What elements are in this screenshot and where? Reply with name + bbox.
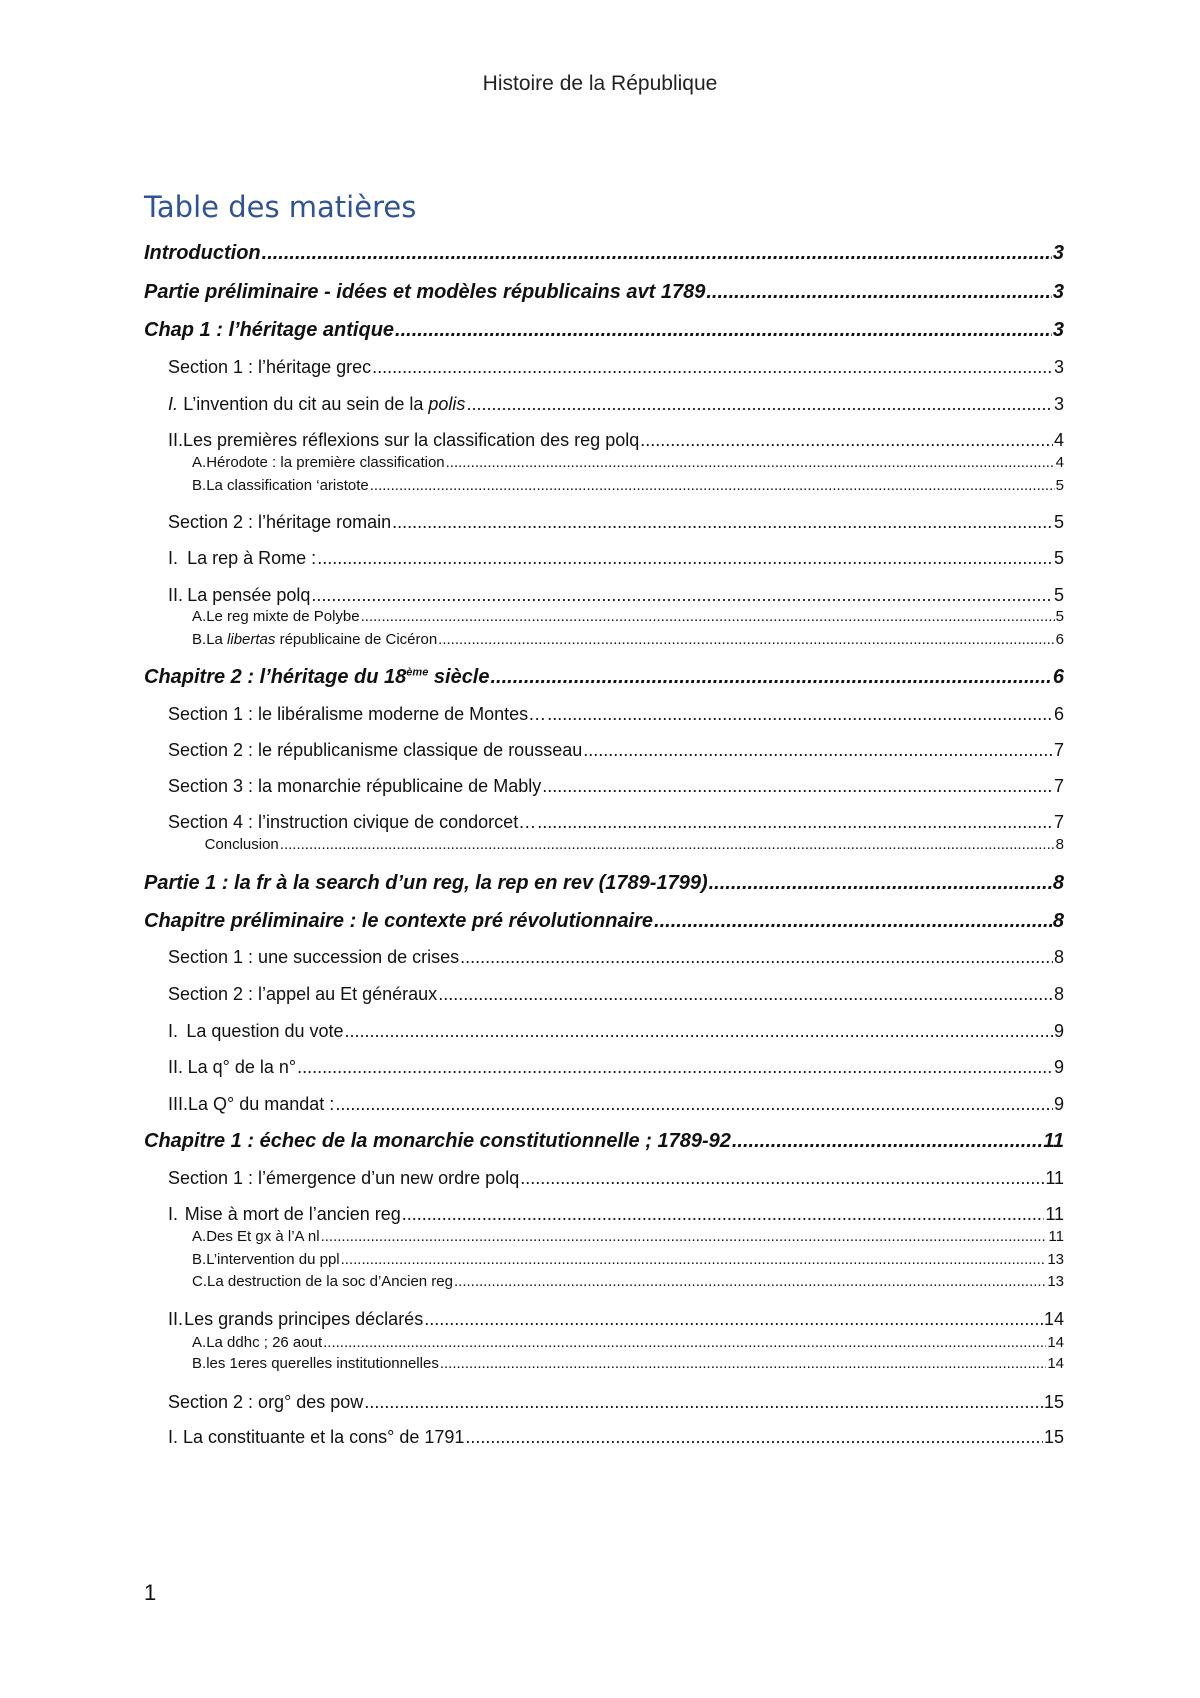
toc-dot-leader	[465, 1427, 1043, 1448]
toc-entry-label: La ddhc ; 26 aout	[206, 1334, 323, 1351]
toc-entry-number: B.	[192, 1355, 207, 1372]
toc-dot-leader	[438, 984, 1053, 1005]
toc-dot-leader	[537, 812, 1053, 833]
toc-entry-page-number: 14	[1047, 1355, 1064, 1372]
toc-entry-label-part: Chapitre 2 : l’héritage du 18	[144, 666, 407, 688]
toc-entry-page-number: 15	[1043, 1392, 1064, 1412]
toc-entry-page-number: 13	[1047, 1251, 1064, 1268]
toc-dot-leader	[317, 548, 1053, 569]
toc-entry[interactable]	[144, 608, 1064, 625]
toc-entry[interactable]	[144, 1392, 1064, 1413]
toc-entry[interactable]	[144, 357, 1064, 378]
toc-dot-leader	[466, 394, 1053, 415]
toc-entry-page-number: 11	[1048, 1228, 1064, 1245]
toc-entry-label	[183, 394, 465, 415]
toc-dot-leader	[424, 1309, 1043, 1330]
toc-entry-number: B.	[192, 631, 207, 648]
toc-entry-label: Section 4 : l’instruction civique de condorcet…	[168, 812, 537, 832]
toc-entry-page-number: 6	[1052, 666, 1064, 688]
toc-entry[interactable]	[144, 281, 1064, 304]
toc-dot-leader	[440, 1355, 1046, 1372]
toc-entry-label	[206, 631, 437, 648]
toc-entry-page-number: 5	[1055, 608, 1064, 625]
toc-dot-leader	[547, 704, 1053, 725]
toc-entry[interactable]	[144, 319, 1064, 342]
toc-entry[interactable]	[144, 1427, 1064, 1448]
toc-entry-page-number: 8	[1052, 910, 1064, 932]
toc-entry-page-number: 3	[1053, 357, 1064, 377]
toc-entry[interactable]	[144, 430, 1064, 451]
toc-entry-label: Chapitre 1 : échec de la monarchie constitutionnelle ; 1789-92	[144, 1130, 731, 1152]
toc-entry-label: Le reg mixte de Polybe	[206, 608, 360, 625]
toc-entry-label: Mise à mort de l’ancien reg	[184, 1204, 401, 1224]
toc-entry-page-number: 5	[1053, 585, 1064, 605]
toc-entry-number: A.	[192, 1334, 207, 1351]
toc-entry-number: II.	[168, 1057, 184, 1077]
toc-entry-page-number: 4	[1053, 430, 1064, 450]
toc-entry-label-superscript: ème	[406, 666, 429, 679]
toc-entry[interactable]	[144, 1334, 1064, 1351]
toc-entry-label: La destruction de la soc d’Ancien reg	[207, 1273, 453, 1290]
toc-entry[interactable]	[144, 512, 1064, 533]
toc-entry-number: C.	[192, 1273, 207, 1290]
toc-dot-leader	[709, 872, 1052, 895]
toc-entry-page-number: 14	[1043, 1309, 1064, 1329]
toc-dot-leader	[372, 357, 1053, 378]
toc-entry-number: II.	[168, 585, 184, 605]
toc-entry[interactable]	[144, 1273, 1064, 1290]
toc-entry[interactable]	[144, 872, 1064, 895]
toc-dot-leader	[460, 947, 1053, 968]
toc-entry[interactable]	[144, 776, 1064, 797]
toc-entry-label: Section 3 : la monarchie républicaine de Mably	[168, 776, 542, 796]
toc-entry-label: La Q° du mandat :	[188, 1094, 335, 1114]
toc-dot-leader	[654, 910, 1052, 933]
toc-entry-label: Introduction	[144, 242, 261, 264]
toc-entry-label-part: républicaine de Cicéron	[275, 631, 438, 648]
toc-entry-number: I.	[168, 548, 179, 568]
toc-dot-leader	[454, 1273, 1046, 1290]
toc-entry-label-italic: polis	[428, 394, 466, 414]
toc-entry[interactable]	[144, 910, 1064, 933]
toc-entry[interactable]	[144, 1130, 1064, 1153]
toc-entry-number: B.	[192, 477, 207, 494]
toc-entry[interactable]	[144, 1228, 1064, 1245]
toc-entry-page-number: 14	[1047, 1334, 1064, 1351]
toc-dot-leader	[438, 631, 1054, 648]
toc-entry-label: Section 2 : le républicanisme classique de rousseau	[168, 740, 583, 760]
toc-dot-leader	[392, 512, 1053, 533]
toc-entry-page-number: 5	[1053, 548, 1064, 568]
toc-entry[interactable]	[144, 631, 1064, 648]
toc-entry-page-number: 7	[1053, 776, 1064, 796]
toc-entry[interactable]	[144, 1021, 1064, 1042]
toc-dot-leader	[311, 585, 1053, 606]
toc-entry-label: Chap 1 : l’héritage antique	[144, 319, 395, 341]
toc-entry-number: II.	[168, 430, 184, 450]
toc-dot-leader	[491, 666, 1052, 689]
toc-entry[interactable]	[144, 242, 1064, 265]
toc-dot-leader	[370, 477, 1055, 494]
page-header: Histoire de la République	[482, 72, 718, 95]
toc-entry-label: La q° de la n°	[187, 1057, 297, 1077]
toc-entry[interactable]	[144, 394, 1064, 415]
toc-entry[interactable]	[144, 740, 1064, 761]
toc-entry[interactable]	[144, 704, 1064, 725]
toc-entry[interactable]	[144, 1057, 1064, 1078]
toc-dot-leader	[706, 281, 1052, 304]
toc-entry-label: Conclusion	[204, 836, 279, 853]
toc-entry-number: A.	[192, 608, 207, 625]
toc-entry[interactable]	[144, 1094, 1064, 1115]
toc-dot-leader	[262, 242, 1052, 265]
toc-entry[interactable]	[144, 1204, 1064, 1225]
toc-entry[interactable]	[144, 1355, 1064, 1372]
toc-entry-label: Section 2 : org° des pow	[168, 1392, 364, 1412]
page-number: 1	[144, 1580, 157, 1605]
toc-entry-label: Section 2 : l’héritage romain	[168, 512, 392, 532]
toc-entry-number: I.	[168, 1427, 179, 1447]
toc-entry-page-number: 6	[1053, 704, 1064, 724]
toc-entry-label: Des Et gx à l’A nl	[206, 1228, 320, 1245]
toc-entry[interactable]	[144, 1251, 1064, 1268]
toc-entry-label	[144, 666, 490, 689]
toc-entry-label: Section 1 : l’héritage grec	[168, 357, 372, 377]
toc-entry-page-number: 6	[1055, 631, 1064, 648]
toc-entry-page-number: 13	[1047, 1273, 1064, 1290]
toc-entry-number: I.	[168, 394, 179, 414]
toc-entry[interactable]	[144, 585, 1064, 606]
toc-entry-page-number: 7	[1053, 740, 1064, 760]
toc-entry-page-number: 4	[1055, 454, 1064, 471]
toc-entry-label: La pensée polq	[187, 585, 311, 605]
toc-entry-page-number: 9	[1053, 1057, 1064, 1077]
toc-entry-label: Partie préliminaire - idées et modèles républicains avt 1789	[144, 281, 706, 303]
toc-entry-number: III.	[168, 1094, 189, 1114]
toc-entry-label: Les premières réflexions sur la classification des reg polq	[183, 430, 640, 450]
toc-entry-label: Hérodote : la première classification	[206, 454, 445, 471]
toc-entry-page-number: 3	[1053, 394, 1064, 414]
toc-entry-label: Section 1 : l’émergence d’un new ordre polq	[168, 1168, 520, 1188]
toc-entry-page-number: 11	[1045, 1204, 1064, 1224]
toc-entry[interactable]	[144, 1168, 1064, 1189]
toc-dot-leader	[395, 319, 1052, 342]
toc-entry-label: les 1eres querelles institutionnelles	[206, 1355, 439, 1372]
toc-entry-page-number: 3	[1052, 319, 1064, 341]
toc-entry-label: La constituante et la cons° de 1791	[183, 1427, 465, 1447]
toc-dot-leader	[335, 1094, 1053, 1115]
toc-entry-page-number: 11	[1045, 1168, 1064, 1188]
toc-entry-number: II.	[168, 1309, 184, 1329]
toc-dot-leader	[280, 836, 1055, 853]
toc-dot-leader	[402, 1204, 1045, 1225]
toc-entry[interactable]	[144, 947, 1064, 968]
toc-entry[interactable]	[144, 477, 1064, 494]
toc-entry-page-number: 15	[1043, 1427, 1064, 1447]
toc-entry-number: A.	[192, 454, 207, 471]
toc-entry-page-number: 3	[1052, 242, 1064, 264]
toc-entry-label-italic: libertas	[227, 631, 276, 648]
toc-entry-label-part: La	[206, 631, 228, 648]
toc-entry[interactable]	[144, 984, 1064, 1005]
toc-dot-leader	[640, 430, 1053, 451]
toc-dot-leader	[345, 1021, 1053, 1042]
toc-entry-label: Les grands principes déclarés	[184, 1309, 424, 1329]
toc-entry[interactable]	[144, 812, 1064, 833]
toc-entry-label-part: L’invention du cit au sein de la	[183, 394, 429, 414]
toc-title: Table des matières	[144, 190, 417, 224]
toc-dot-leader	[542, 776, 1053, 797]
toc-entry-number: I.	[168, 1204, 179, 1224]
toc-dot-leader	[364, 1392, 1043, 1413]
toc-dot-leader	[321, 1228, 1048, 1245]
toc-entry[interactable]	[144, 666, 1064, 689]
toc-entry-label: L’intervention du ppl	[206, 1251, 340, 1268]
toc-entry[interactable]	[144, 548, 1064, 569]
toc-entry-label: Section 1 : le libéralisme moderne de Montes…	[168, 704, 547, 724]
toc-entry[interactable]	[144, 1309, 1064, 1330]
toc-entry-label: La question du vote	[186, 1021, 344, 1041]
toc-entry-page-number: 9	[1053, 1021, 1064, 1041]
toc-entry-number: I.	[168, 1021, 179, 1041]
toc-entry-label: Section 1 : une succession de crises	[168, 947, 460, 967]
toc-entry-label: Partie 1 : la fr à la search d’un reg, la rep en rev (1789-1799)	[144, 872, 708, 894]
toc-entry-page-number: 7	[1053, 812, 1064, 832]
toc-entry-label: La rep à Rome :	[187, 548, 317, 568]
toc-dot-leader	[520, 1168, 1044, 1189]
toc-entry-page-number: 8	[1053, 947, 1064, 967]
toc-entry-number: B.	[192, 1251, 207, 1268]
toc-entry-page-number: 11	[1043, 1130, 1064, 1152]
toc-entry[interactable]	[144, 836, 1064, 853]
toc-entry-label: Chapitre préliminaire : le contexte pré révolutionnaire	[144, 910, 654, 932]
toc-dot-leader	[341, 1251, 1047, 1268]
toc-entry-page-number: 5	[1055, 477, 1064, 494]
toc-dot-leader	[446, 454, 1055, 471]
toc-entry[interactable]	[144, 454, 1064, 471]
toc-entry-page-number: 8	[1053, 984, 1064, 1004]
toc-entry-page-number: 5	[1053, 512, 1064, 532]
toc-entry-page-number: 3	[1052, 281, 1064, 303]
toc-entry-label-part: siècle	[428, 666, 490, 688]
toc-entry-page-number: 9	[1053, 1094, 1064, 1114]
toc-entry-page-number: 8	[1052, 872, 1064, 894]
toc-entry-page-number: 8	[1055, 836, 1064, 853]
toc-dot-leader	[583, 740, 1053, 761]
toc-entry-number: A.	[192, 1228, 207, 1245]
toc-entry-label: Section 2 : l’appel au Et généraux	[168, 984, 438, 1004]
toc-entry-label: La classification ‘aristote	[206, 477, 369, 494]
toc-dot-leader	[323, 1334, 1046, 1351]
toc-dot-leader	[732, 1130, 1042, 1153]
toc-dot-leader	[361, 608, 1055, 625]
toc-dot-leader	[297, 1057, 1053, 1078]
